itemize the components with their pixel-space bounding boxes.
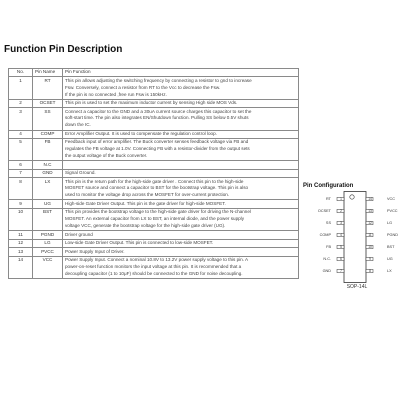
pin-function: [63, 200, 299, 208]
pin-name: BST: [33, 208, 63, 230]
header-no: No.: [9, 69, 33, 77]
pin-name: FB: [33, 138, 63, 160]
table-row: [9, 231, 299, 239]
pin-function-table: [8, 68, 299, 279]
pin-name: PVCC: [33, 248, 63, 256]
pin-function-line: Feedback input of error amplifier. The Buck converter senses feedback voltage via FB and: [65, 139, 249, 145]
ic-pin-number: 13: [368, 209, 372, 213]
pin-number: 12: [9, 239, 33, 247]
ic-pin-label: LG: [387, 221, 393, 225]
pin-number: 8: [9, 178, 33, 200]
ic-pin-label: BST: [387, 245, 395, 249]
ic-pin-number: 9: [369, 257, 371, 261]
pin-function-line: This pin allows adjusting the switching frequency by connecting a resistor to gnd to increase: [65, 77, 252, 83]
pin-name: OCSET: [33, 99, 63, 107]
ic-pin-number: 10: [368, 245, 372, 249]
package-label: SOP-14L: [346, 284, 368, 290]
pin-number: 5: [9, 138, 33, 160]
pin-function-line: Power Supply Input of Driver.: [65, 248, 125, 254]
pin-function: [63, 239, 299, 247]
pin-function-line: This pin provides the bootstrap voltage to the high-side gate driver for driving the N-channel: [65, 209, 251, 215]
pin-function-line: Driver ground: [65, 231, 93, 237]
pin-function-line: Error Amplifier Output. It is used to compensate the regulation control loop.: [65, 130, 217, 136]
pin-configuration-title: Pin Configuration: [303, 183, 354, 189]
pin-function-line: MOSFET source and connect a capacitor to BST for the bootstrap voltage. This pin is also: [65, 185, 249, 191]
pin-function: [63, 231, 299, 239]
ic-pin-label: OCSET: [317, 209, 331, 213]
pin-function-line: the output voltage of the Buck converter.: [65, 153, 148, 159]
ic-pin-number: 4: [340, 233, 342, 237]
ic-pin-number: 12: [368, 221, 372, 225]
pin-function-line: MOSFET. An external capacitor from LX to BST, an internal diode, and the power supply: [65, 216, 244, 222]
pin-function-line: Connect a capacitor to the GND and a 30uA current source charges this capacitor to set the: [65, 108, 252, 114]
table-row: [9, 99, 299, 107]
ic-pin-label: GND: [322, 269, 331, 273]
header-pin-name: Pin Name: [33, 69, 63, 77]
ic-pin-label: PVCC: [387, 209, 398, 213]
table-row: [9, 108, 299, 130]
pin-number: 1: [9, 77, 33, 99]
pin-name: RT: [33, 77, 63, 99]
pin-function: [63, 77, 299, 99]
table-row: [9, 169, 299, 177]
ic-pin-label: SS: [325, 221, 331, 225]
pin-function-line: Power Supply Input. Connect a nominal 10.8V to 13.2V power supply voltage to this pin. A: [65, 256, 249, 262]
ic-pin-label: PGND: [387, 233, 398, 237]
ic-pin-label: FB: [326, 245, 331, 249]
pin-function-line: This pin is used to set the maximum inductor current by sensing High side MOS Vds.: [65, 100, 238, 106]
pin-name: LG: [33, 239, 63, 247]
pin-function-line: regulates the FB voltage at 1.0V. Connecting FB with a resistor-divider from the output sets: [65, 146, 250, 152]
pin-name: UG: [33, 200, 63, 208]
pin-function-line: used to monitor the voltage drop across the MOSFET for over-current protection.: [65, 192, 230, 198]
table-row: [9, 161, 299, 169]
pin-function: [63, 138, 299, 160]
pin-name: SS: [33, 108, 63, 130]
pin-number: 3: [9, 108, 33, 130]
pin-function-line: voltage VCC, generate the bootstrap voltage for the high-side gate driver (UG).: [65, 223, 226, 229]
table-header-row: [9, 69, 299, 77]
pin-function-line: Low-side Gate Driver Output. This pin is connected to low-side MOSFET.: [65, 240, 214, 246]
ic-pin-number: 7: [340, 269, 342, 273]
pin-function-line: If the pin is no connected ,free run Fsw is 150kHz.: [65, 91, 167, 97]
pin-function-line: This pin is the return path for the high-side gate driver . Connect this pin to the high-side: [65, 178, 244, 184]
pin-name: N.C: [33, 161, 63, 169]
pin-function: [63, 248, 299, 256]
pin-function: [63, 208, 299, 230]
pin-number: 9: [9, 200, 33, 208]
pin-number: 2: [9, 99, 33, 107]
ic-pin-label: N.C.: [323, 257, 331, 261]
pin-name: VCC: [33, 256, 63, 278]
pin-number: 6: [9, 161, 33, 169]
pin-function: [63, 169, 299, 177]
pin-function-line: down the IC.: [65, 122, 91, 128]
table-row: [9, 178, 299, 200]
ic-pin-label: UG: [387, 257, 393, 261]
ic-pin-number: 8: [369, 269, 371, 273]
pin-number: 11: [9, 231, 33, 239]
pin-function: [63, 161, 299, 169]
ic-pin-number: 1: [340, 197, 342, 201]
pin-function: [63, 178, 299, 200]
pin-function-line: soft-start time. The pin also integrates EN/Shutdown function. Pulling SS below 0.5V shuts: [65, 115, 249, 121]
ic-pin-label: COMP: [319, 233, 331, 237]
ic-pin-diagram: [303, 191, 409, 291]
ic-pin-label: RT: [326, 197, 331, 201]
pin-function-line: power-on-reset function monitors the input voltage at this pin. It is recommended that a: [65, 263, 242, 269]
pin-number: 13: [9, 248, 33, 256]
table-row: [9, 77, 299, 99]
header-pin-function: Pin Function: [63, 69, 299, 77]
pin-function-line: Fsw. Conversely, connect a resistor from RT to the Vcc to decrease the Fsw.: [65, 84, 221, 90]
pin-number: 7: [9, 169, 33, 177]
pin-function: [63, 99, 299, 107]
pin-function-line: Signal Ground.: [65, 170, 96, 176]
pin-function-line: High-side Gate Driver Output. This pin is the gate driver for high-side MOSFET.: [65, 200, 226, 206]
table-row: [9, 248, 299, 256]
pin-function-line: decoupling capacitor (1 to 10μF) should be connected to the GND for noise decoupling.: [65, 270, 243, 276]
ic-pin-number: 14: [368, 197, 372, 201]
pin-number: 10: [9, 208, 33, 230]
ic-pin-number: 11: [368, 233, 372, 237]
pin-function: [63, 108, 299, 130]
pin-function: [63, 130, 299, 138]
page-title: Function Pin Description: [4, 44, 123, 55]
table-row: [9, 239, 299, 247]
pin-name: LX: [33, 178, 63, 200]
table-row: [9, 256, 299, 278]
table-row: [9, 138, 299, 160]
table-row: [9, 130, 299, 138]
ic-pin-number: 3: [340, 221, 342, 225]
ic-pin-number: 6: [340, 257, 342, 261]
ic-pin-number: 5: [340, 245, 342, 249]
pin-number: 4: [9, 130, 33, 138]
pin-number: 14: [9, 256, 33, 278]
ic-package-drawing: [303, 191, 409, 291]
pin-name: COMP: [33, 130, 63, 138]
table-row: [9, 208, 299, 230]
pin-function: [63, 256, 299, 278]
ic-body: [344, 192, 366, 283]
ic-pin-label: LX: [387, 269, 392, 273]
pin-name: GND: [33, 169, 63, 177]
pin-name: PGND: [33, 231, 63, 239]
table-row: [9, 200, 299, 208]
pin-function-line: [65, 162, 296, 169]
ic-pin-label: VCC: [387, 197, 396, 201]
ic-pin-number: 2: [340, 209, 342, 213]
